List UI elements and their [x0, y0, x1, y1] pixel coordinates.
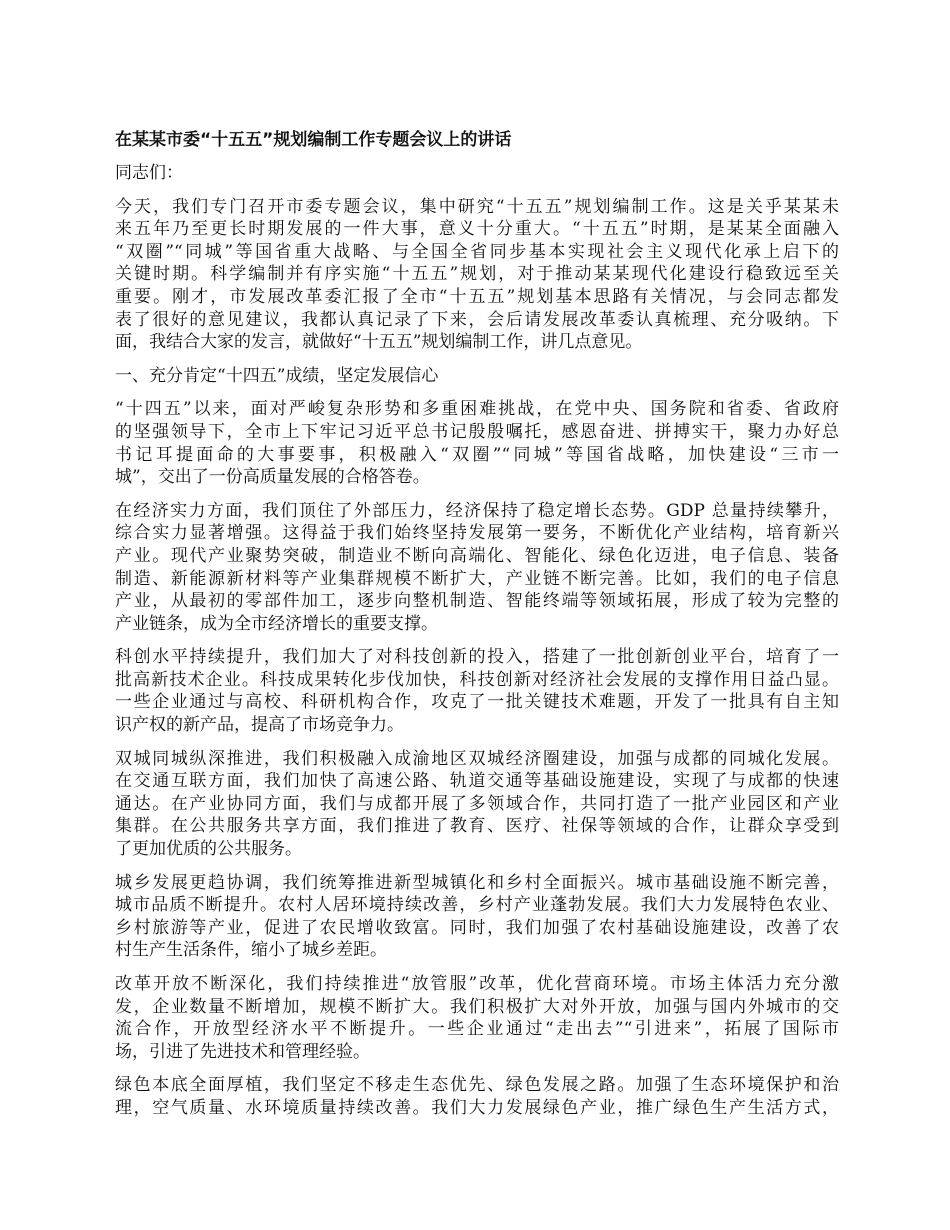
- text-line: 集群。在公共服务共享方面，我们推进了教育、医疗、社保等领域的合作，让群众享受到: [115, 816, 839, 837]
- text-line: 流合作，开放型经济水平不断提升。一些企业通过“走出去”“引进来”，拓展了国际市: [115, 1019, 839, 1040]
- text-line: “双圈”“同城”等国省重大战略、与全国全省同步基本实现社会主义现代化承上启下的: [115, 241, 839, 262]
- text-line: 产业链条，成为全市经济增长的重要支撑。: [115, 613, 438, 634]
- text-line: 识产权的新产品，提高了市场竞争力。: [115, 715, 404, 736]
- paragraph: [115, 398, 839, 488]
- text-line: 一些企业通过与高校、科研机构合作，攻克了一批关键技术难题，开发了一批具有自主知: [115, 692, 839, 713]
- text-line: 了更加优质的公共服务。: [115, 839, 302, 860]
- text-line: 重要。刚才，市发展改革委汇报了全市“十五五”规划基本思路有关情况，与会同志都发: [115, 286, 839, 307]
- paragraph: [115, 1074, 839, 1119]
- text-line: 城市品质不断提升。农村人居环境持续改善，乡村产业蓬勃发展。我们大力发展特色农业、: [115, 895, 839, 916]
- section-heading: [115, 365, 839, 388]
- text-line: 科创水平持续提升，我们加大了对科技创新的投入，搭建了一批创新创业平台，培育了一: [115, 647, 839, 668]
- text-line: 城乡发展更趋协调，我们统筹推进新型城镇化和乡村全面振兴。城市基础设施不断完善，: [115, 872, 839, 893]
- text-line: 的坚强领导下，全市上下牢记习近平总书记殷殷嘱托，感恩奋进、拼搏实干，聚力办好总: [115, 421, 839, 442]
- text-line: 通达。在产业协同方面，我们与成都开展了多领域合作，共同打造了一批产业园区和产业: [115, 793, 839, 814]
- text-line: 同志们：: [115, 163, 183, 183]
- document-page: [115, 128, 839, 1131]
- document-title: 在某某市委“十五五”规划编制工作专题会议上的讲话: [115, 130, 512, 150]
- text-line: 一、充分肯定“十四五”成绩，坚定发展信心: [115, 365, 439, 386]
- document-body: [115, 162, 839, 1120]
- paragraph: [115, 973, 839, 1063]
- text-line: 表了很好的意见建议，我都认真记录了下来，会后请发展改革委认真梳理、充分吸纳。下: [115, 309, 839, 330]
- text-line: 双城同城纵深推进，我们积极融入成渝地区双城经济圈建设，加强与成都的同城化发展。: [115, 748, 839, 769]
- text-line: 面，我结合大家的发言，就做好“十五五”规划编制工作，讲几点意见。: [115, 332, 643, 353]
- text-line: 场，引进了先进技术和管理经验。: [115, 1041, 370, 1062]
- text-line: 发，企业数量不断增加，规模不断扩大。我们积极扩大对外开放，加强与国内外城市的交: [115, 996, 839, 1017]
- text-line: 综合实力显著增强。这得益于我们始终坚持发展第一要务，不断优化产业结构，培育新兴: [115, 523, 839, 544]
- text-line: 制造、新能源新材料等产业集群规模不断扩大，产业链不断完善。比如，我们的电子信息: [115, 568, 839, 589]
- text-line: 批高新技术企业。科技成果转化步伐加快，科技创新对经济社会发展的支撑作用日益凸显。: [115, 669, 839, 690]
- salutation: [115, 162, 839, 185]
- text-line: 理，空气质量、水环境质量持续改善。我们大力发展绿色产业，推广绿色生产生活方式，: [115, 1097, 839, 1118]
- text-line: 在交通互联方面，我们加快了高速公路、轨道交通等基础设施建设，实现了与成都的快速: [115, 771, 839, 792]
- text-line: 在经济实力方面，我们顶住了外部压力，经济保持了稳定增长态势。GDP 总量持续攀升，: [115, 500, 839, 521]
- text-line: 书记耳提面命的大事要事，积极融入“双圈”“同城”等国省战略，加快建设“三市一: [115, 444, 839, 465]
- text-line: 乡村旅游等产业，促进了农民增收致富。同时，我们加强了农村基础设施建设，改善了农: [115, 917, 839, 938]
- text-line: 关键时期。科学编制并有序实施“十五五”规划，对于推动某某现代化建设行稳致远至关: [115, 264, 839, 285]
- paragraph: [115, 500, 839, 636]
- text-line: 改革开放不断深化，我们持续推进“放管服”改革，优化营商环境。市场主体活力充分激: [115, 974, 839, 994]
- paragraph: [115, 748, 839, 861]
- text-line: 绿色本底全面厚植，我们坚定不移走生态优先、绿色发展之路。加强了生态环境保护和治: [115, 1075, 839, 1096]
- text-line: 产业。现代产业聚势突破，制造业不断向高端化、智能化、绿色化迈进，电子信息、装备: [115, 545, 839, 566]
- text-line: 今天，我们专门召开市委专题会议，集中研究“十五五”规划编制工作。这是关乎某某未: [115, 196, 839, 217]
- text-line: 来五年乃至更长时期发展的一件大事，意义十分重大。“十五五”时期，是某某全面融入: [115, 219, 839, 240]
- text-line: “十四五”以来，面对严峻复杂形势和多重困难挑战，在党中央、国务院和省委、省政府: [115, 399, 839, 420]
- text-line: 产业，从最初的零部件加工，逐步向整机制造、智能终端等领域拓展，形成了较为完整的: [115, 591, 839, 612]
- paragraph: [115, 872, 839, 962]
- paragraph: [115, 196, 839, 354]
- text-line: 城”，交出了一份高质量发展的合格答卷。: [115, 467, 430, 488]
- text-line: 村生产生活条件，缩小了城乡差距。: [115, 940, 387, 961]
- paragraph: [115, 646, 839, 736]
